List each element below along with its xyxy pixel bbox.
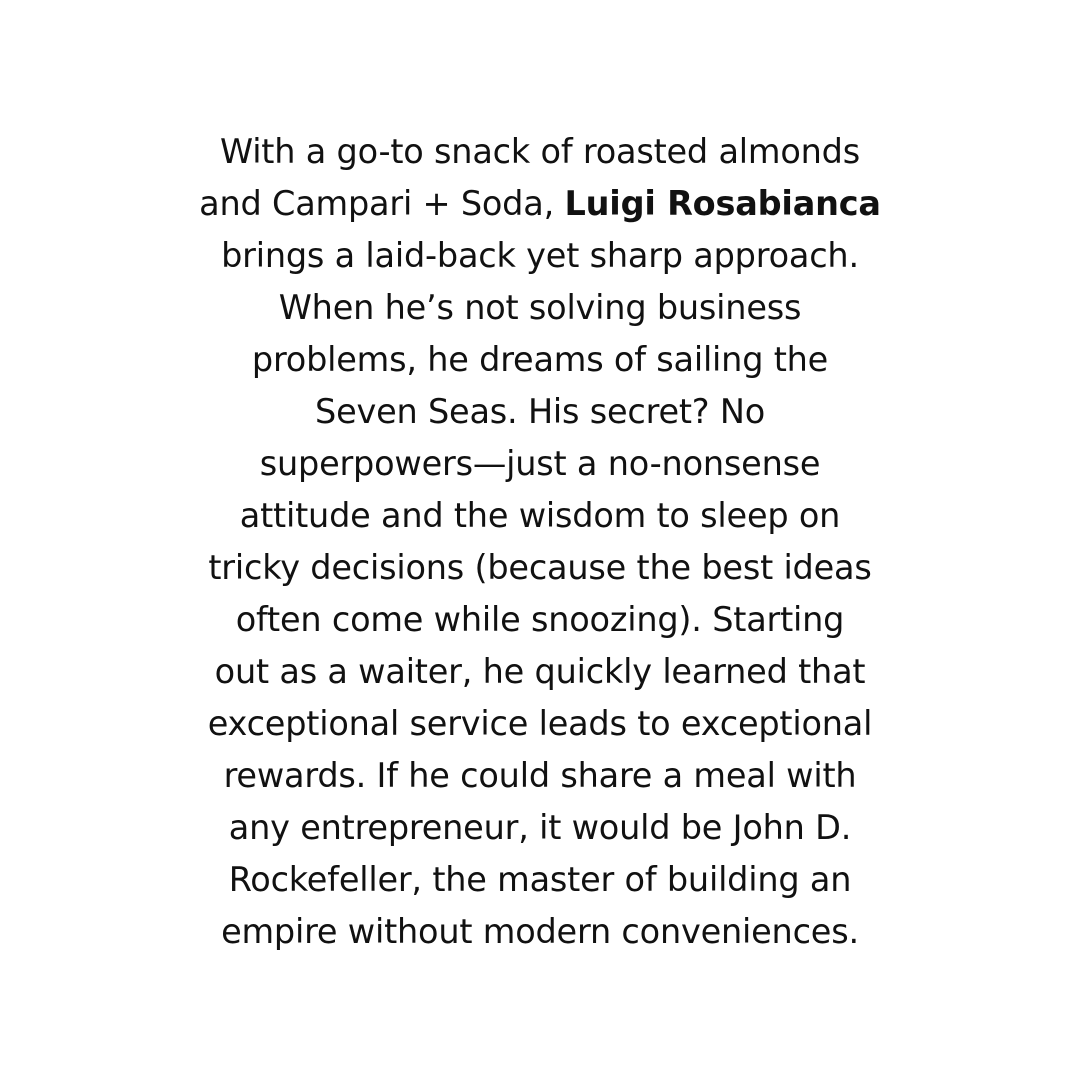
bio-line: exceptional service leads to exceptional: [207, 704, 873, 743]
bio-line: superpowers—just a no-nonsense: [259, 444, 821, 483]
bio-line: With a go-to snack of roasted almonds: [220, 132, 860, 171]
bio-line: often come while snoozing). Starting: [235, 600, 845, 639]
bio-line: out as a waiter, he quickly learned that: [214, 652, 866, 691]
bio-line: empire without modern conveniences.: [221, 912, 859, 951]
person-name: Luigi Rosabianca: [564, 184, 881, 223]
bio-line: tricky decisions (because the best ideas: [208, 548, 872, 587]
bio-line: problems, he dreams of sailing the: [251, 340, 829, 379]
bio-line: brings a laid-back yet sharp approach.: [221, 236, 859, 275]
bio-line: attitude and the wisdom to sleep on: [239, 496, 841, 535]
bio-line: Rockefeller, the master of building an: [228, 860, 852, 899]
bio-line: any entrepreneur, it would be John D.: [228, 808, 852, 847]
bio-line: rewards. If he could share a meal with: [223, 756, 857, 795]
bio-line: Seven Seas. His secret? No: [315, 392, 765, 431]
bio-paragraph: [0, 126, 1080, 958]
bio-line-lead: and Campari + Soda,: [199, 184, 565, 223]
bio-line: [0, 178, 1080, 230]
bio-line: When he’s not solving business: [278, 288, 802, 327]
